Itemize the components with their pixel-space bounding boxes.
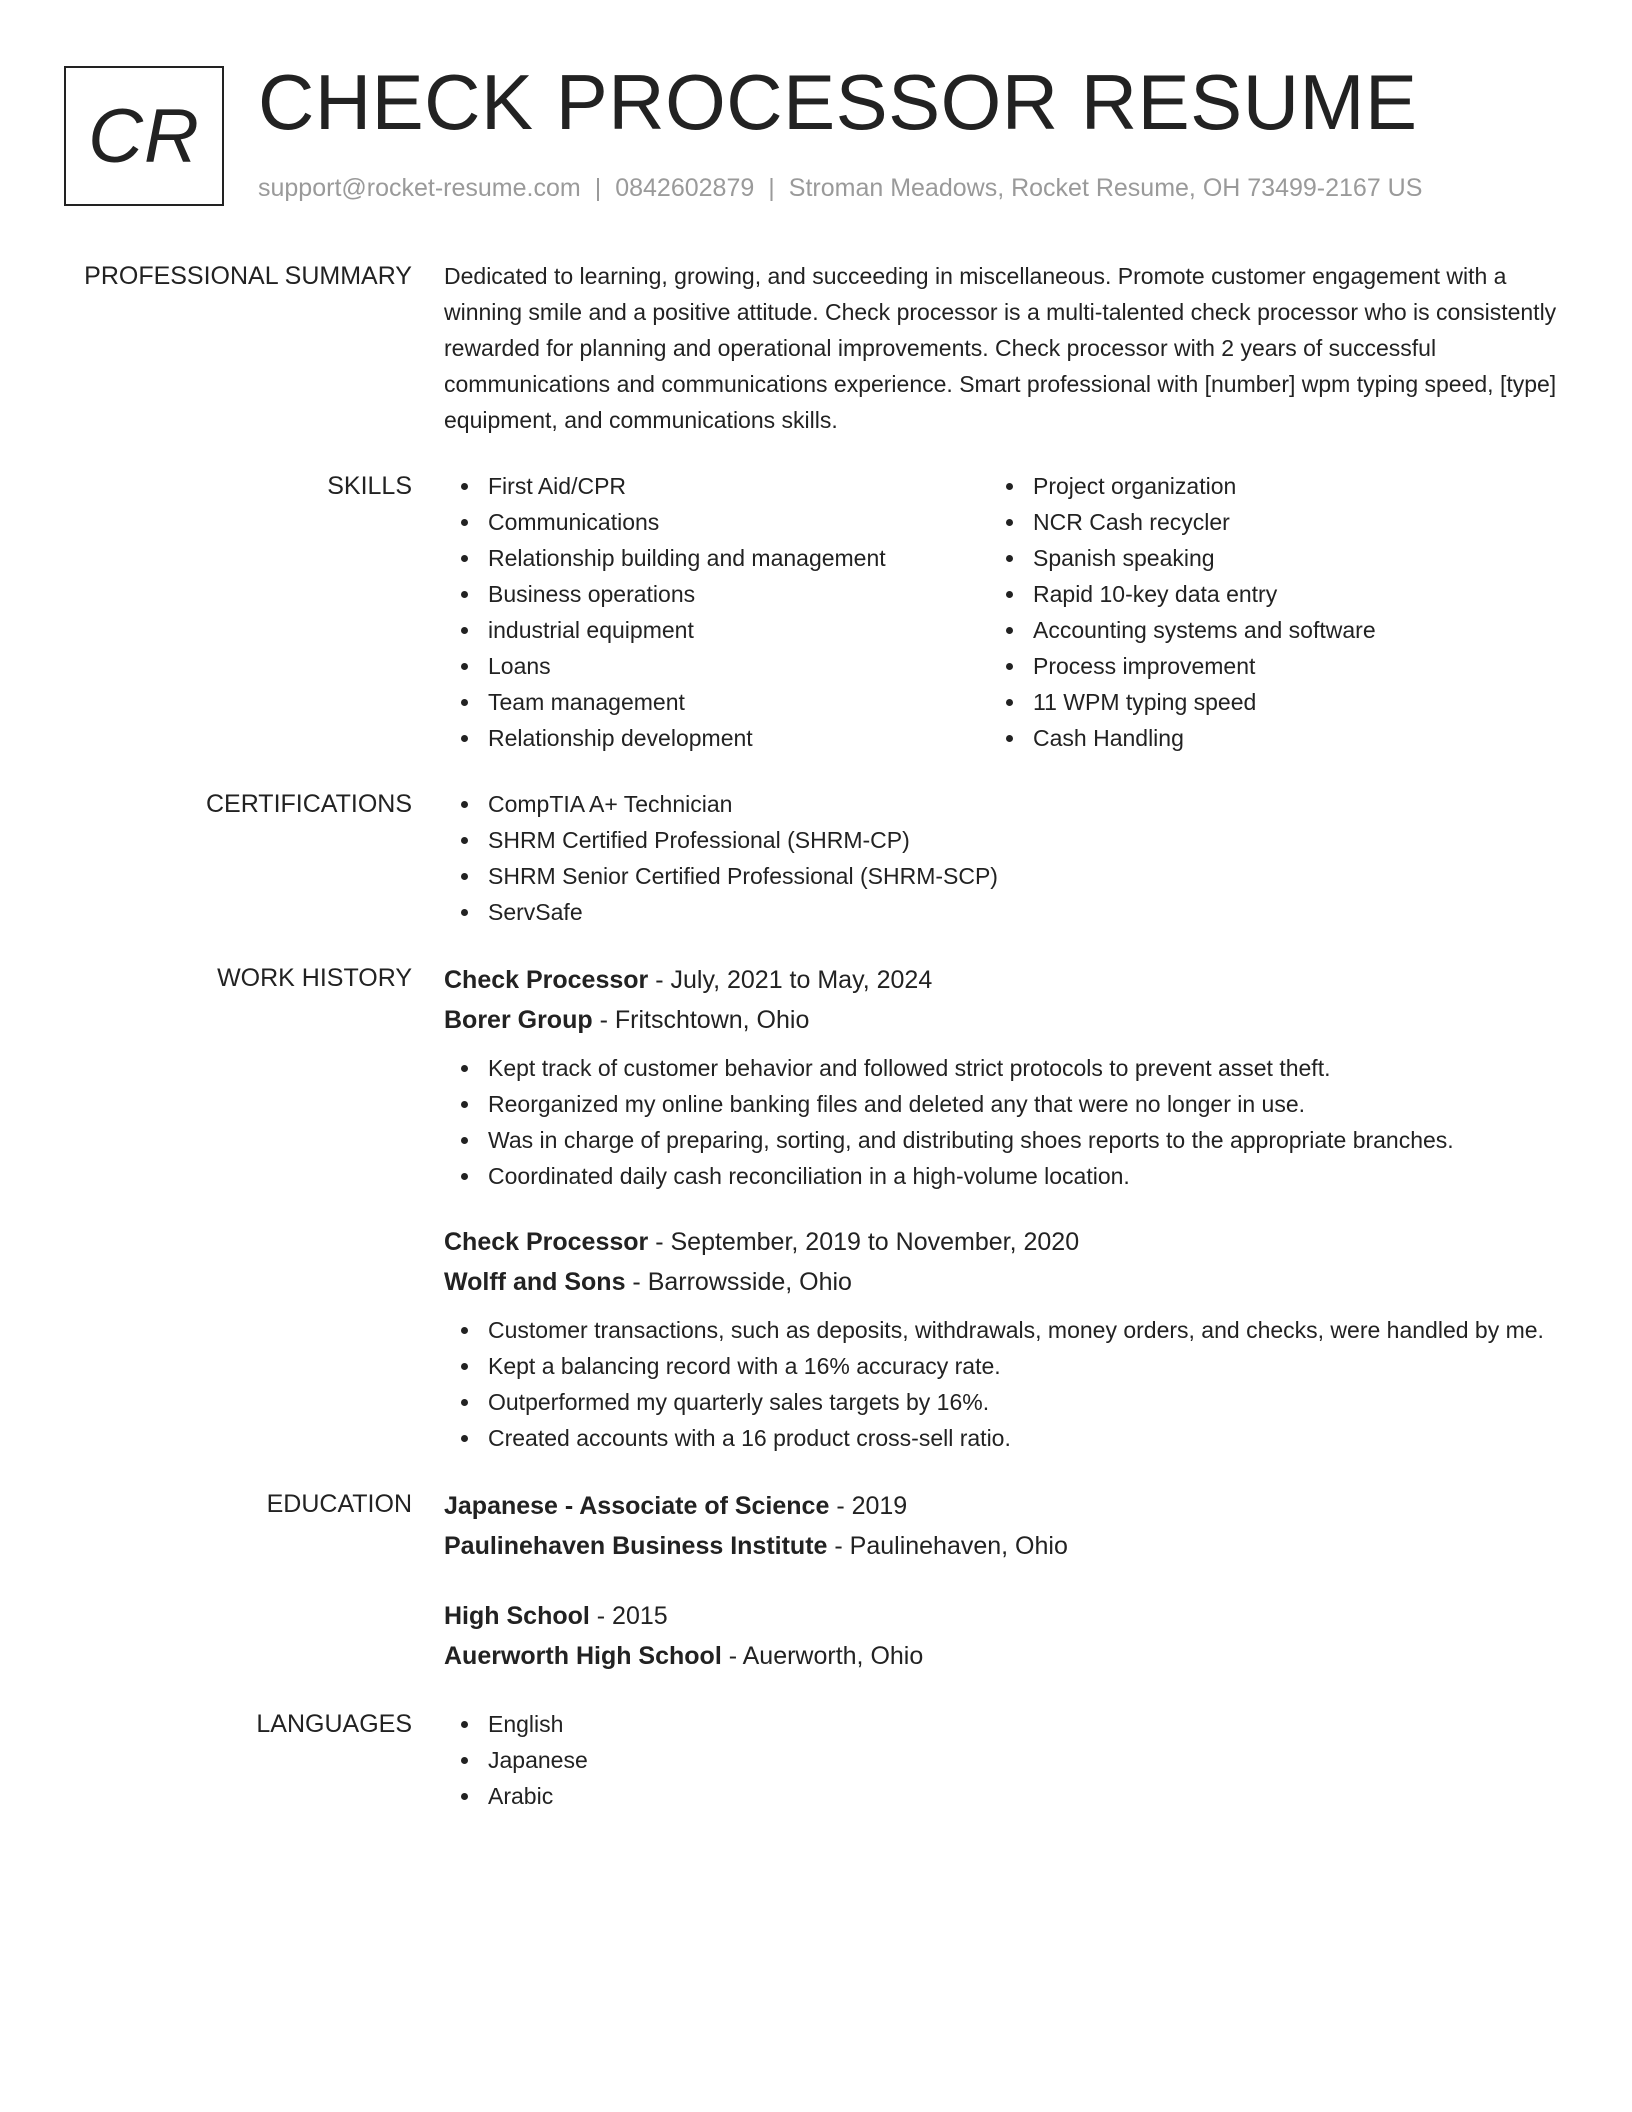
job-location: - Barrowsside, Ohio xyxy=(625,1268,852,1296)
job-bullet: Reorganized my online banking files and deleted any that were no longer in use. xyxy=(444,1086,1564,1122)
section-skills xyxy=(0,468,1632,756)
section-languages xyxy=(0,1706,1632,1814)
education-school-line xyxy=(444,1526,1564,1566)
certification-item: SHRM Certified Professional (SHRM-CP) xyxy=(444,822,1564,858)
certification-item: SHRM Senior Certified Professional (SHRM-SCP) xyxy=(444,858,1564,894)
monogram-logo: CR xyxy=(64,66,224,206)
contact-separator: | xyxy=(594,174,602,202)
skill-item: Loans xyxy=(444,648,989,684)
skill-item: Relationship building and management xyxy=(444,540,989,576)
skill-item: Rapid 10-key data entry xyxy=(989,576,1534,612)
resume-sections xyxy=(0,258,1632,1844)
education-school-line xyxy=(444,1636,1564,1676)
skill-item: Team management xyxy=(444,684,989,720)
job-dates: - September, 2019 to November, 2020 xyxy=(648,1228,1080,1256)
skill-item: Cash Handling xyxy=(989,720,1534,756)
education-entry xyxy=(444,1596,1564,1676)
job-title: Check Processor xyxy=(444,1228,649,1256)
section-body xyxy=(444,1486,1564,1676)
section-label: PROFESSIONAL SUMMARY xyxy=(84,262,412,290)
skill-item: Business operations xyxy=(444,576,989,612)
skill-item: Project organization xyxy=(989,468,1534,504)
section-label: EDUCATION xyxy=(266,1490,412,1518)
education-year: - 2015 xyxy=(589,1602,668,1630)
job-bullet: Kept track of customer behavior and followed strict protocols to prevent asset theft. xyxy=(444,1050,1564,1086)
job-company: Wolff and Sons xyxy=(444,1268,626,1296)
education-entry xyxy=(444,1486,1564,1566)
job-bullet: Coordinated daily cash reconciliation in a high-volume location. xyxy=(444,1158,1564,1194)
job-bullets xyxy=(444,1312,1564,1456)
job-entry xyxy=(444,1222,1564,1456)
education-degree-line xyxy=(444,1486,1564,1526)
education-year: - 2019 xyxy=(829,1492,908,1520)
skills-column-right xyxy=(989,468,1534,756)
education-degree: High School xyxy=(444,1602,590,1630)
job-title-line xyxy=(444,960,1564,1000)
education-school: Paulinehaven Business Institute xyxy=(444,1532,828,1560)
skills-grid xyxy=(444,468,1564,756)
job-bullet: Kept a balancing record with a 16% accuracy rate. xyxy=(444,1348,1564,1384)
section-label: LANGUAGES xyxy=(256,1710,412,1738)
skill-item: 11 WPM typing speed xyxy=(989,684,1534,720)
section-work-history xyxy=(0,960,1632,1456)
education-location: - Paulinehaven, Ohio xyxy=(827,1532,1068,1560)
section-body xyxy=(444,1706,1564,1814)
job-location: - Fritschtown, Ohio xyxy=(592,1006,810,1034)
language-item: Arabic xyxy=(444,1778,1564,1814)
skill-item: industrial equipment xyxy=(444,612,989,648)
certifications-list xyxy=(444,786,1564,930)
contact-separator: | xyxy=(768,174,775,202)
education-location: - Auerworth, Ohio xyxy=(721,1642,924,1670)
language-item: English xyxy=(444,1706,1564,1742)
summary-text: Dedicated to learning, growing, and succeeding in miscellaneous. Promote customer engagement with a winning smile and a positive attitude. Check processor is a multi-talented check processor who is consistently rewarded for planning and operational improvements. Check processor with 2 years of successful communications and communications experience. Smart professional with [number] wpm typing speed, [type] equipment, and communications skills. xyxy=(444,263,1557,433)
certification-item: ServSafe xyxy=(444,894,1564,930)
contact-phone: 0842602879 xyxy=(615,174,755,202)
section-body xyxy=(444,786,1564,930)
education-degree-line xyxy=(444,1596,1564,1636)
job-entry xyxy=(444,960,1564,1194)
section-label: CERTIFICATIONS xyxy=(205,790,412,818)
section-label: WORK HISTORY xyxy=(217,964,412,992)
education-degree: Japanese - Associate of Science xyxy=(444,1492,830,1520)
education-school: Auerworth High School xyxy=(444,1642,722,1670)
skill-item: First Aid/CPR xyxy=(444,468,989,504)
certification-item: CompTIA A+ Technician xyxy=(444,786,1564,822)
languages-list xyxy=(444,1706,1564,1814)
page-title: CHECK PROCESSOR RESUME xyxy=(258,58,1418,146)
skill-item: Process improvement xyxy=(989,648,1534,684)
skill-item: Spanish speaking xyxy=(989,540,1534,576)
section-certifications xyxy=(0,786,1632,930)
language-item: Japanese xyxy=(444,1742,1564,1778)
job-dates: - July, 2021 to May, 2024 xyxy=(648,966,933,994)
skill-item: Relationship development xyxy=(444,720,989,756)
section-education xyxy=(0,1486,1632,1676)
contact-line xyxy=(258,174,1422,203)
job-title: Check Processor xyxy=(444,966,649,994)
job-bullet: Customer transactions, such as deposits, withdrawals, money orders, and checks, were handled by me. xyxy=(444,1312,1564,1348)
section-label: SKILLS xyxy=(327,472,412,500)
job-bullets xyxy=(444,1050,1564,1194)
skill-item: Communications xyxy=(444,504,989,540)
job-company-line xyxy=(444,1000,1564,1040)
contact-email: support@rocket-resume.com xyxy=(258,174,581,202)
job-bullet: Outperformed my quarterly sales targets by 16%. xyxy=(444,1384,1564,1420)
skills-column-left xyxy=(444,468,989,756)
section-body xyxy=(444,258,1564,438)
section-body xyxy=(444,960,1564,1456)
job-company: Borer Group xyxy=(444,1006,593,1034)
skill-item: Accounting systems and software xyxy=(989,612,1534,648)
job-bullet: Was in charge of preparing, sorting, and distributing shoes reports to the appropriate branches. xyxy=(444,1122,1564,1158)
job-company-line xyxy=(444,1262,1564,1302)
job-title-line xyxy=(444,1222,1564,1262)
section-professional-summary xyxy=(0,258,1632,438)
skill-item: NCR Cash recycler xyxy=(989,504,1534,540)
job-bullet: Created accounts with a 16 product cross-sell ratio. xyxy=(444,1420,1564,1456)
contact-address: Stroman Meadows, Rocket Resume, OH 73499-2167 US xyxy=(788,174,1423,202)
